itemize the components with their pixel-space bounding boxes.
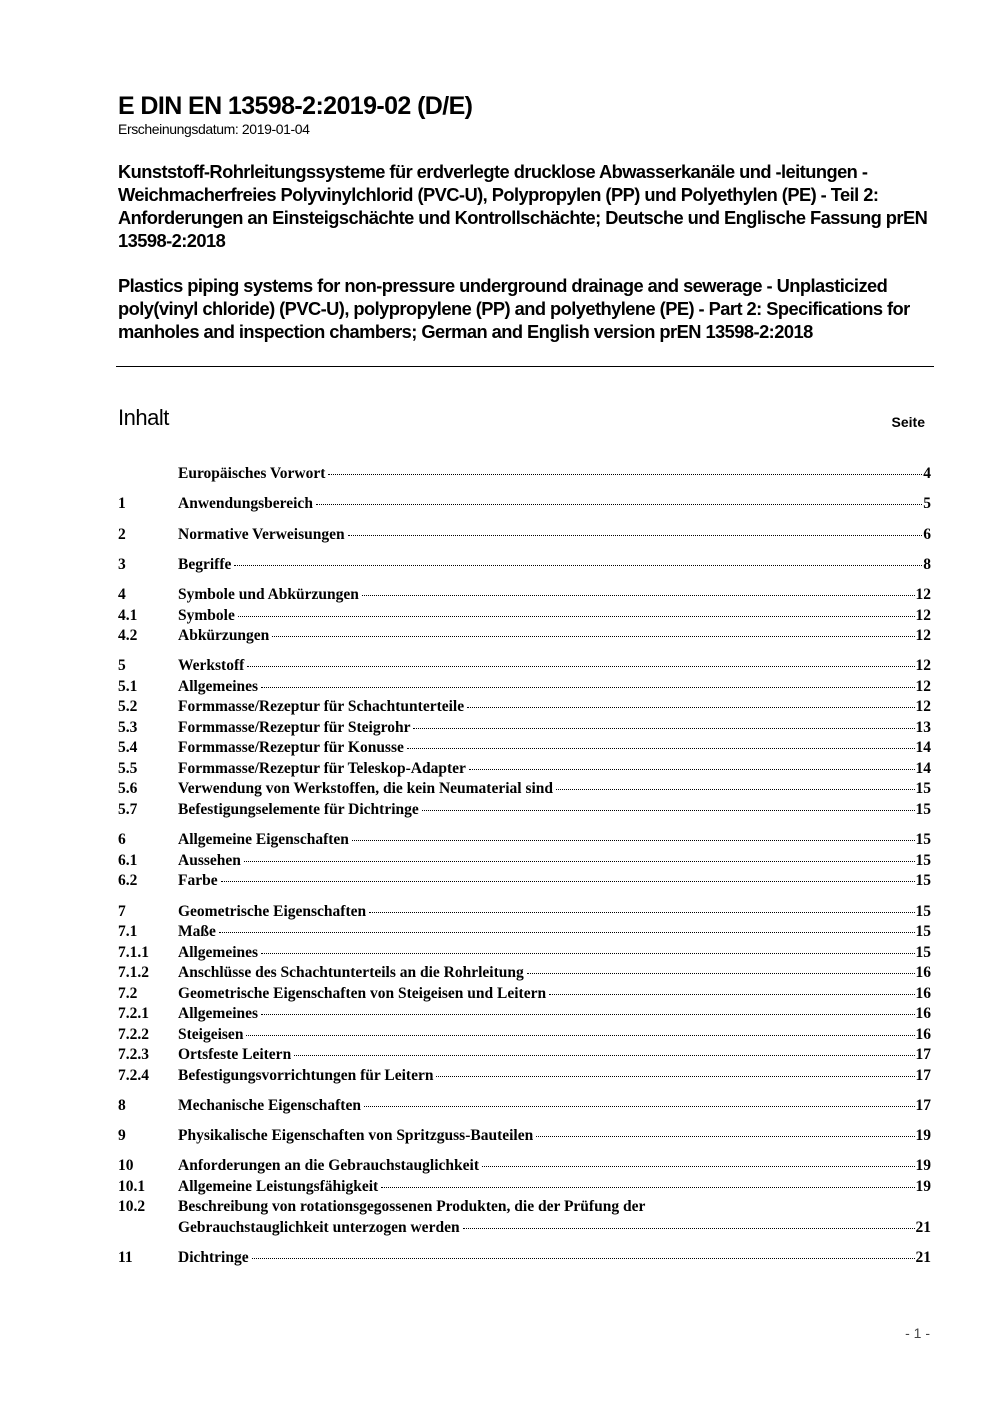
dot-leader xyxy=(413,728,914,729)
dot-leader xyxy=(244,861,915,862)
toc-entry-page: 17 xyxy=(915,1046,931,1064)
toc-entry-text xyxy=(178,606,931,627)
dot-leader xyxy=(467,707,914,708)
toc-entry[interactable] xyxy=(118,1096,931,1117)
toc-entry-page: 5 xyxy=(923,495,931,513)
toc-entry-text xyxy=(178,1066,931,1087)
dot-leader xyxy=(362,595,915,596)
toc-entry-page: 4 xyxy=(923,465,931,482)
document-title: E DIN EN 13598-2:2019-02 (D/E) xyxy=(118,92,473,120)
dot-leader xyxy=(234,565,922,566)
toc-entry-page: 12 xyxy=(915,677,931,695)
toc-entry-text xyxy=(178,943,931,964)
toc-entry-label: Formmasse/Rezeptur für Schachtunterteile xyxy=(178,698,465,716)
toc-entry[interactable] xyxy=(118,606,931,627)
dot-leader xyxy=(261,687,914,688)
toc-entry-number: 2 xyxy=(118,525,126,543)
toc-entry-number: 6.1 xyxy=(118,851,138,869)
toc-entry-page: 19 xyxy=(915,1127,931,1145)
toc-heading: Inhalt xyxy=(118,405,169,430)
toc-entry[interactable] xyxy=(118,1156,931,1177)
toc-entry-number: 5.1 xyxy=(118,677,138,695)
toc-entry-text xyxy=(178,759,931,780)
toc-entry[interactable] xyxy=(118,738,931,759)
dot-leader xyxy=(272,636,914,637)
toc-entry-label: Mechanische Eigenschaften xyxy=(178,1096,361,1114)
toc-entry-text xyxy=(178,677,931,698)
toc-entry[interactable] xyxy=(118,1197,931,1238)
toc-entry[interactable] xyxy=(118,1045,931,1066)
toc-entry-number: 7.1.2 xyxy=(118,964,149,982)
toc-entry-label: Allgemeines xyxy=(178,677,259,695)
toc-entry[interactable] xyxy=(118,585,931,606)
toc-entry-number: 7.2.1 xyxy=(118,1005,149,1023)
toc-entry-page: 15 xyxy=(915,851,931,869)
toc-entry-text xyxy=(178,626,931,647)
toc-entry[interactable] xyxy=(118,963,931,984)
toc-entry-label: Farbe xyxy=(178,872,218,890)
dot-leader xyxy=(422,810,915,811)
toc-entry-text xyxy=(178,1025,931,1046)
title-german: Kunststoff-Rohrleitungssysteme für erdverlegte drucklose Abwasserkanäle und -leitungen - Weichmacherfreies Polyvinylchlorid (PVC-U), Polypropylen (PP) und Polyethylen (PE) - Teil 2: Anforderungen an Einsteigschächte und Kontrollschächte; Deutsche und Englische Fassung prEN 13598-2:2018 xyxy=(118,161,928,251)
toc-entry-label: Aussehen xyxy=(178,851,241,869)
dot-leader xyxy=(219,932,915,933)
toc-entry-number: 5.7 xyxy=(118,800,138,818)
toc-group xyxy=(118,494,931,515)
toc-entry-label: Physikalische Eigenschaften von Spritzguss-Bauteilen xyxy=(178,1127,534,1145)
toc-entry[interactable] xyxy=(118,759,931,780)
toc-entry-page: 15 xyxy=(915,780,931,798)
toc-entry-page: 6 xyxy=(923,525,931,543)
toc-entry-text xyxy=(178,779,931,800)
toc-group xyxy=(118,902,931,1087)
toc-entry-page: 12 xyxy=(915,698,931,716)
toc-group xyxy=(118,1156,931,1238)
toc-entry-number: 7.2 xyxy=(118,984,138,1002)
toc-entry-page: 16 xyxy=(915,964,931,982)
toc-entry-text xyxy=(178,1004,931,1025)
toc-entry[interactable] xyxy=(118,464,931,485)
dot-leader xyxy=(463,1228,915,1229)
toc-entry-number: 4.2 xyxy=(118,627,138,645)
toc-entry-page: 17 xyxy=(915,1096,931,1114)
toc-entry-text xyxy=(178,871,931,892)
toc-entry-number: 7.2.4 xyxy=(118,1066,149,1084)
toc-entry[interactable] xyxy=(118,871,931,892)
toc-group xyxy=(118,555,931,576)
dot-leader xyxy=(469,769,915,770)
dot-leader xyxy=(381,1187,914,1188)
toc-entry-text xyxy=(178,1126,931,1147)
toc-entry-text xyxy=(178,830,931,851)
dot-leader xyxy=(436,1076,914,1077)
title-english: Plastics piping systems for non-pressure underground drainage and sewerage - Unplasticized poly(vinyl chloride) (PVC-U), polypropylene (PP) and polyethylene (PE) - Part 2: Specifications for manholes and inspection chambers; German and English version prEN 13598-2:2018 xyxy=(118,275,910,342)
toc-entry-page: 15 xyxy=(915,800,931,818)
toc-entry[interactable] xyxy=(118,677,931,698)
toc-entry-label: Befestigungsvorrichtungen für Leitern xyxy=(178,1066,434,1084)
toc-entry[interactable] xyxy=(118,494,931,515)
toc-entry-text xyxy=(178,697,931,718)
toc-entry-text xyxy=(178,984,931,1005)
toc-entry-label: Normative Verweisungen xyxy=(178,525,345,543)
toc-entry-page: 15 xyxy=(915,943,931,961)
toc-entry[interactable] xyxy=(118,984,931,1005)
toc-group xyxy=(118,525,931,546)
toc-entry-text xyxy=(178,922,931,943)
dot-leader xyxy=(364,1106,915,1107)
toc-entry-page: 13 xyxy=(915,718,931,736)
dot-leader xyxy=(556,789,914,790)
toc-entry-text xyxy=(178,738,931,759)
toc-entry-text xyxy=(178,963,931,984)
toc-entry-number: 5.3 xyxy=(118,718,138,736)
page-number: - 1 - xyxy=(905,1325,930,1341)
toc-entry-label: Geometrische Eigenschaften xyxy=(178,902,367,920)
toc-entry[interactable] xyxy=(118,1248,931,1269)
toc-entry-label: Formmasse/Rezeptur für Konusse xyxy=(178,739,404,757)
toc-entry-number: 5 xyxy=(118,657,126,675)
toc-entry-number: 1 xyxy=(118,495,126,513)
dot-leader xyxy=(252,1258,915,1259)
toc-entry-number: 5.2 xyxy=(118,698,138,716)
toc-entry-text xyxy=(178,494,931,515)
toc-entry-label: Geometrische Eigenschaften von Steigeisen und Leitern xyxy=(178,984,547,1002)
toc-entry-number: 7.1.1 xyxy=(118,943,149,961)
dot-leader xyxy=(328,474,922,475)
toc-entry[interactable] xyxy=(118,922,931,943)
dot-leader xyxy=(221,881,915,882)
toc-entry[interactable] xyxy=(118,626,931,647)
dot-leader xyxy=(527,973,915,974)
toc-entry-label: Allgemeine Leistungsfähigkeit xyxy=(178,1177,379,1195)
toc-entry[interactable] xyxy=(118,830,931,851)
dot-leader xyxy=(246,1035,914,1036)
table-of-contents xyxy=(118,464,931,1279)
toc-entry[interactable] xyxy=(118,779,931,800)
toc-entry-number: 8 xyxy=(118,1096,126,1114)
toc-entry-number: 3 xyxy=(118,555,126,573)
toc-entry-label: Symbole und Abkürzungen xyxy=(178,586,359,604)
dot-leader xyxy=(352,840,915,841)
toc-entry-text xyxy=(178,555,931,576)
toc-entry-page: 14 xyxy=(915,759,931,777)
toc-entry[interactable] xyxy=(118,851,931,872)
toc-entry-label: Anforderungen an die Gebrauchstauglichkeit xyxy=(178,1157,479,1175)
toc-entry-text xyxy=(178,585,931,606)
toc-entry-page: 15 xyxy=(915,831,931,849)
toc-entry-page: 12 xyxy=(915,627,931,645)
toc-entry-page: 19 xyxy=(915,1157,931,1175)
toc-entry-number: 5.4 xyxy=(118,739,138,757)
toc-entry-page: 21 xyxy=(915,1249,931,1267)
toc-entry-text xyxy=(178,902,931,923)
toc-entry[interactable] xyxy=(118,656,931,677)
toc-entry-text xyxy=(178,718,931,739)
toc-entry-number: 10.1 xyxy=(118,1177,146,1195)
toc-entry-page: 17 xyxy=(915,1066,931,1084)
toc-entry-label: Steigeisen xyxy=(178,1025,244,1043)
toc-entry-number: 4 xyxy=(118,586,126,604)
toc-entry-label: Europäisches Vorwort xyxy=(178,465,326,482)
toc-entry-page: 15 xyxy=(915,923,931,941)
toc-entry-number: 6.2 xyxy=(118,872,138,890)
toc-entry-label: Ortsfeste Leitern xyxy=(178,1046,292,1064)
dot-leader xyxy=(247,666,914,667)
toc-entry-text xyxy=(178,1156,931,1177)
dot-leader xyxy=(369,912,914,913)
dot-leader xyxy=(407,748,915,749)
toc-entry[interactable] xyxy=(118,1126,931,1147)
toc-group xyxy=(118,464,931,485)
toc-entry-label: Anwendungsbereich xyxy=(178,495,313,513)
toc-entry-number: 10 xyxy=(118,1157,134,1175)
toc-entry-text xyxy=(178,1096,931,1117)
toc-entry[interactable] xyxy=(118,697,931,718)
toc-entry-label: Allgemeines xyxy=(178,1005,259,1023)
toc-entry-line xyxy=(178,1218,931,1239)
toc-entry-label: Befestigungselemente für Dichtringe xyxy=(178,800,419,818)
toc-entry[interactable] xyxy=(118,1025,931,1046)
dot-leader xyxy=(549,994,914,995)
toc-entry-number: 11 xyxy=(118,1249,133,1267)
toc-group xyxy=(118,585,931,647)
toc-entry[interactable] xyxy=(118,718,931,739)
toc-entry-number: 5.5 xyxy=(118,759,138,777)
toc-entry-text xyxy=(178,656,931,677)
toc-entry-label: Beschreibung von rotationsgegossenen Produkten, die der Prüfung der xyxy=(178,1198,646,1216)
toc-group xyxy=(118,830,931,892)
toc-page-label: Seite xyxy=(891,414,925,430)
toc-entry[interactable] xyxy=(118,555,931,576)
toc-entry-label: Allgemeine Eigenschaften xyxy=(178,831,349,849)
toc-entry-number: 5.6 xyxy=(118,780,138,798)
toc-entry-label-continued: Gebrauchstauglichkeit unterzogen werden xyxy=(178,1218,460,1236)
toc-entry-text xyxy=(178,525,931,546)
toc-entry-page: 15 xyxy=(915,872,931,890)
toc-entry-number: 6 xyxy=(118,831,126,849)
toc-entry-page: 16 xyxy=(915,1005,931,1023)
dot-leader xyxy=(316,504,922,505)
dot-leader xyxy=(536,1136,914,1137)
toc-entry-label: Maße xyxy=(178,923,216,941)
toc-entry-label: Begriffe xyxy=(178,555,232,573)
publication-date: Erscheinungsdatum: 2019-01-04 xyxy=(118,121,310,137)
toc-entry-label: Allgemeines xyxy=(178,943,259,961)
toc-entry-number: 7.2.3 xyxy=(118,1046,149,1064)
dot-leader xyxy=(348,535,923,536)
toc-group xyxy=(118,1126,931,1147)
toc-entry-text xyxy=(178,1248,931,1269)
toc-entry-number: 7.1 xyxy=(118,923,138,941)
toc-entry[interactable] xyxy=(118,800,931,821)
toc-entry-page: 16 xyxy=(915,984,931,1002)
toc-entry-label: Formmasse/Rezeptur für Steigrohr xyxy=(178,718,411,736)
toc-entry-page: 19 xyxy=(915,1177,931,1195)
toc-entry-page: 12 xyxy=(915,586,931,604)
toc-entry-page: 12 xyxy=(915,657,931,675)
toc-group xyxy=(118,1096,931,1117)
toc-entry-number: 4.1 xyxy=(118,606,138,624)
toc-entry-page: 14 xyxy=(915,739,931,757)
toc-group xyxy=(118,1248,931,1269)
toc-entry-page: 12 xyxy=(915,606,931,624)
title-divider xyxy=(116,366,934,367)
toc-entry[interactable] xyxy=(118,902,931,923)
dot-leader xyxy=(482,1166,915,1167)
toc-entry-number: 10.2 xyxy=(118,1198,146,1216)
toc-entry-label: Abkürzungen xyxy=(178,627,270,645)
dot-leader xyxy=(261,1014,914,1015)
toc-entry[interactable] xyxy=(118,943,931,964)
toc-entry-label: Werkstoff xyxy=(178,657,245,675)
toc-entry-text xyxy=(178,1177,931,1198)
toc-entry-page: 15 xyxy=(915,902,931,920)
toc-entry-text xyxy=(178,1197,931,1238)
toc-entry-page: 8 xyxy=(923,555,931,573)
dot-leader xyxy=(294,1055,914,1056)
toc-entry-text xyxy=(178,464,931,485)
toc-entry[interactable] xyxy=(118,1177,931,1198)
dot-leader xyxy=(238,616,915,617)
toc-entry-text xyxy=(178,851,931,872)
toc-entry[interactable] xyxy=(118,525,931,546)
toc-entry-label: Formmasse/Rezeptur für Teleskop-Adapter xyxy=(178,759,466,777)
toc-entry-number: 9 xyxy=(118,1127,126,1145)
toc-entry-number: 7.2.2 xyxy=(118,1025,149,1043)
toc-entry-text xyxy=(178,800,931,821)
toc-group xyxy=(118,656,931,820)
toc-entry-text xyxy=(178,1045,931,1066)
toc-entry-label: Anschlüsse des Schachtunterteils an die Rohrleitung xyxy=(178,964,524,982)
toc-entry-page: 21 xyxy=(915,1218,931,1236)
toc-entry[interactable] xyxy=(118,1066,931,1087)
toc-entry[interactable] xyxy=(118,1004,931,1025)
toc-entry-label: Symbole xyxy=(178,606,235,624)
toc-entry-label: Dichtringe xyxy=(178,1249,249,1267)
dot-leader xyxy=(261,953,914,954)
toc-entry-page: 16 xyxy=(915,1025,931,1043)
toc-entry-label: Verwendung von Werkstoffen, die kein Neumaterial sind xyxy=(178,780,554,798)
toc-entry-number: 7 xyxy=(118,902,126,920)
